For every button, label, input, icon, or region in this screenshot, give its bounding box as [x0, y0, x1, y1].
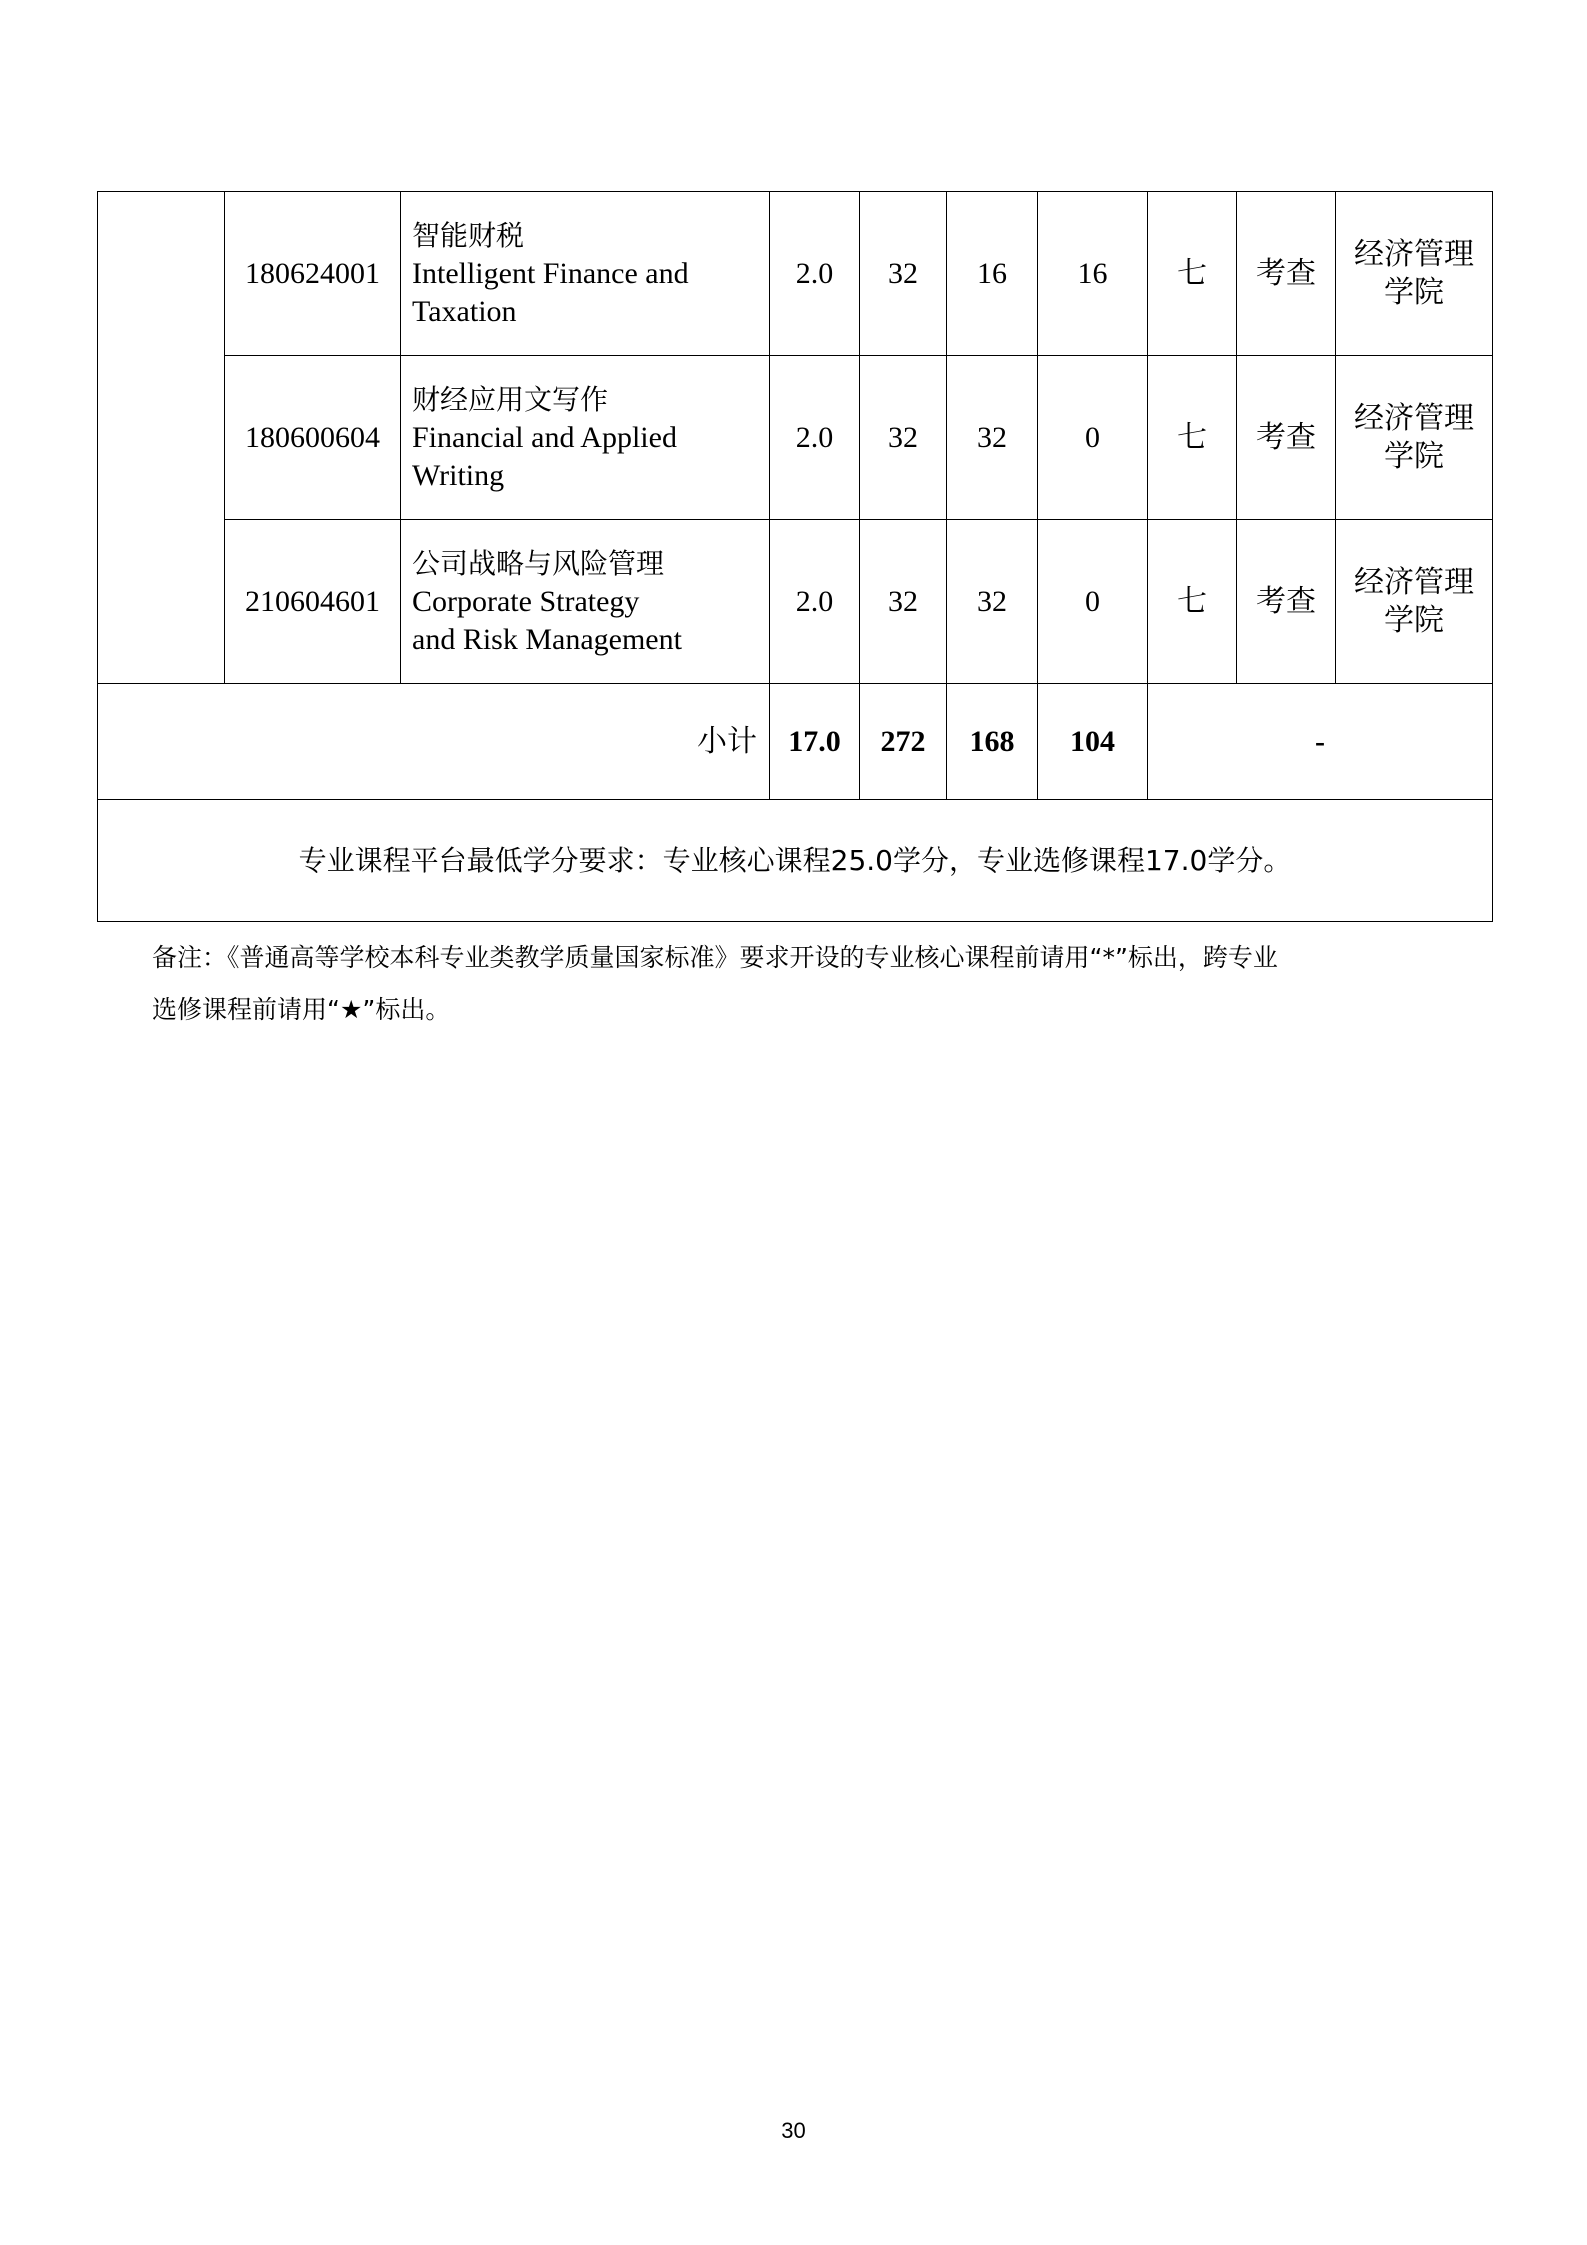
- total-hours-cell: 32: [860, 520, 947, 684]
- course-name-en: Financial and Applied: [412, 420, 677, 454]
- lecture-hours-cell: 32: [947, 356, 1038, 520]
- course-name-en: Taxation: [412, 294, 517, 328]
- category-cell: [98, 192, 225, 684]
- department-line: 学院: [1384, 602, 1444, 638]
- subtotal-lecture-hours: 168: [947, 684, 1038, 800]
- credits-cell: 2.0: [770, 520, 860, 684]
- course-code: 180624001: [225, 192, 401, 356]
- assessment-cell: 考查: [1237, 356, 1336, 520]
- practice-hours-cell: 16: [1038, 192, 1148, 356]
- department-line: 学院: [1384, 438, 1444, 474]
- requirement-row: [98, 800, 1493, 922]
- credits-cell: 2.0: [770, 192, 860, 356]
- credits-cell: 2.0: [770, 356, 860, 520]
- semester-cell: 七: [1148, 356, 1237, 520]
- course-code: 210604601: [225, 520, 401, 684]
- course-name: [401, 356, 770, 520]
- course-name-zh: 财经应用文写作: [412, 382, 609, 416]
- course-name-en: Intelligent Finance and: [412, 256, 689, 290]
- footnote-line: 选修课程前请用“★”标出。: [152, 995, 451, 1024]
- department-line: 经济管理: [1354, 400, 1474, 436]
- course-name-en: and Risk Management: [412, 622, 682, 656]
- assessment-cell: 考查: [1237, 192, 1336, 356]
- lecture-hours-cell: 32: [947, 520, 1038, 684]
- page-number: 30: [781, 2118, 806, 2143]
- table-row: [98, 356, 1493, 520]
- course-name-zh: 公司战略与风险管理: [412, 546, 665, 580]
- total-hours-cell: 32: [860, 356, 947, 520]
- credit-requirement-text: 专业课程平台最低学分要求：专业核心课程25.0学分，专业选修课程17.0学分。: [98, 800, 1493, 922]
- department-line: 经济管理: [1354, 236, 1474, 272]
- course-name-en: Corporate Strategy: [412, 584, 640, 618]
- department-cell: [1336, 192, 1493, 356]
- course-name-en: Writing: [412, 458, 505, 492]
- lecture-hours-cell: 16: [947, 192, 1038, 356]
- subtotal-credits: 17.0: [770, 684, 860, 800]
- department-line: 学院: [1384, 274, 1444, 310]
- department-line: 经济管理: [1354, 564, 1474, 600]
- assessment-cell: 考查: [1237, 520, 1336, 684]
- total-hours-cell: 32: [860, 192, 947, 356]
- course-name: [401, 520, 770, 684]
- subtotal-rest: -: [1148, 684, 1493, 800]
- subtotal-total-hours: 272: [860, 684, 947, 800]
- department-cell: [1336, 356, 1493, 520]
- subtotal-row: [98, 684, 1493, 800]
- practice-hours-cell: 0: [1038, 356, 1148, 520]
- subtotal-label: 小计: [98, 684, 770, 800]
- course-name-zh: 智能财税: [412, 218, 525, 252]
- subtotal-practice-hours: 104: [1038, 684, 1148, 800]
- practice-hours-cell: 0: [1038, 520, 1148, 684]
- table-row: [98, 520, 1493, 684]
- table-row: [98, 192, 1493, 356]
- footnote-line: 备注：《普通高等学校本科专业类教学质量国家标准》要求开设的专业核心课程前请用“*”标出，跨专业: [152, 943, 1278, 972]
- course-table: [97, 191, 1493, 922]
- course-code: 180600604: [225, 356, 401, 520]
- department-cell: [1336, 520, 1493, 684]
- course-name: [401, 192, 770, 356]
- footnote: [152, 932, 1452, 1036]
- semester-cell: 七: [1148, 192, 1237, 356]
- semester-cell: 七: [1148, 520, 1237, 684]
